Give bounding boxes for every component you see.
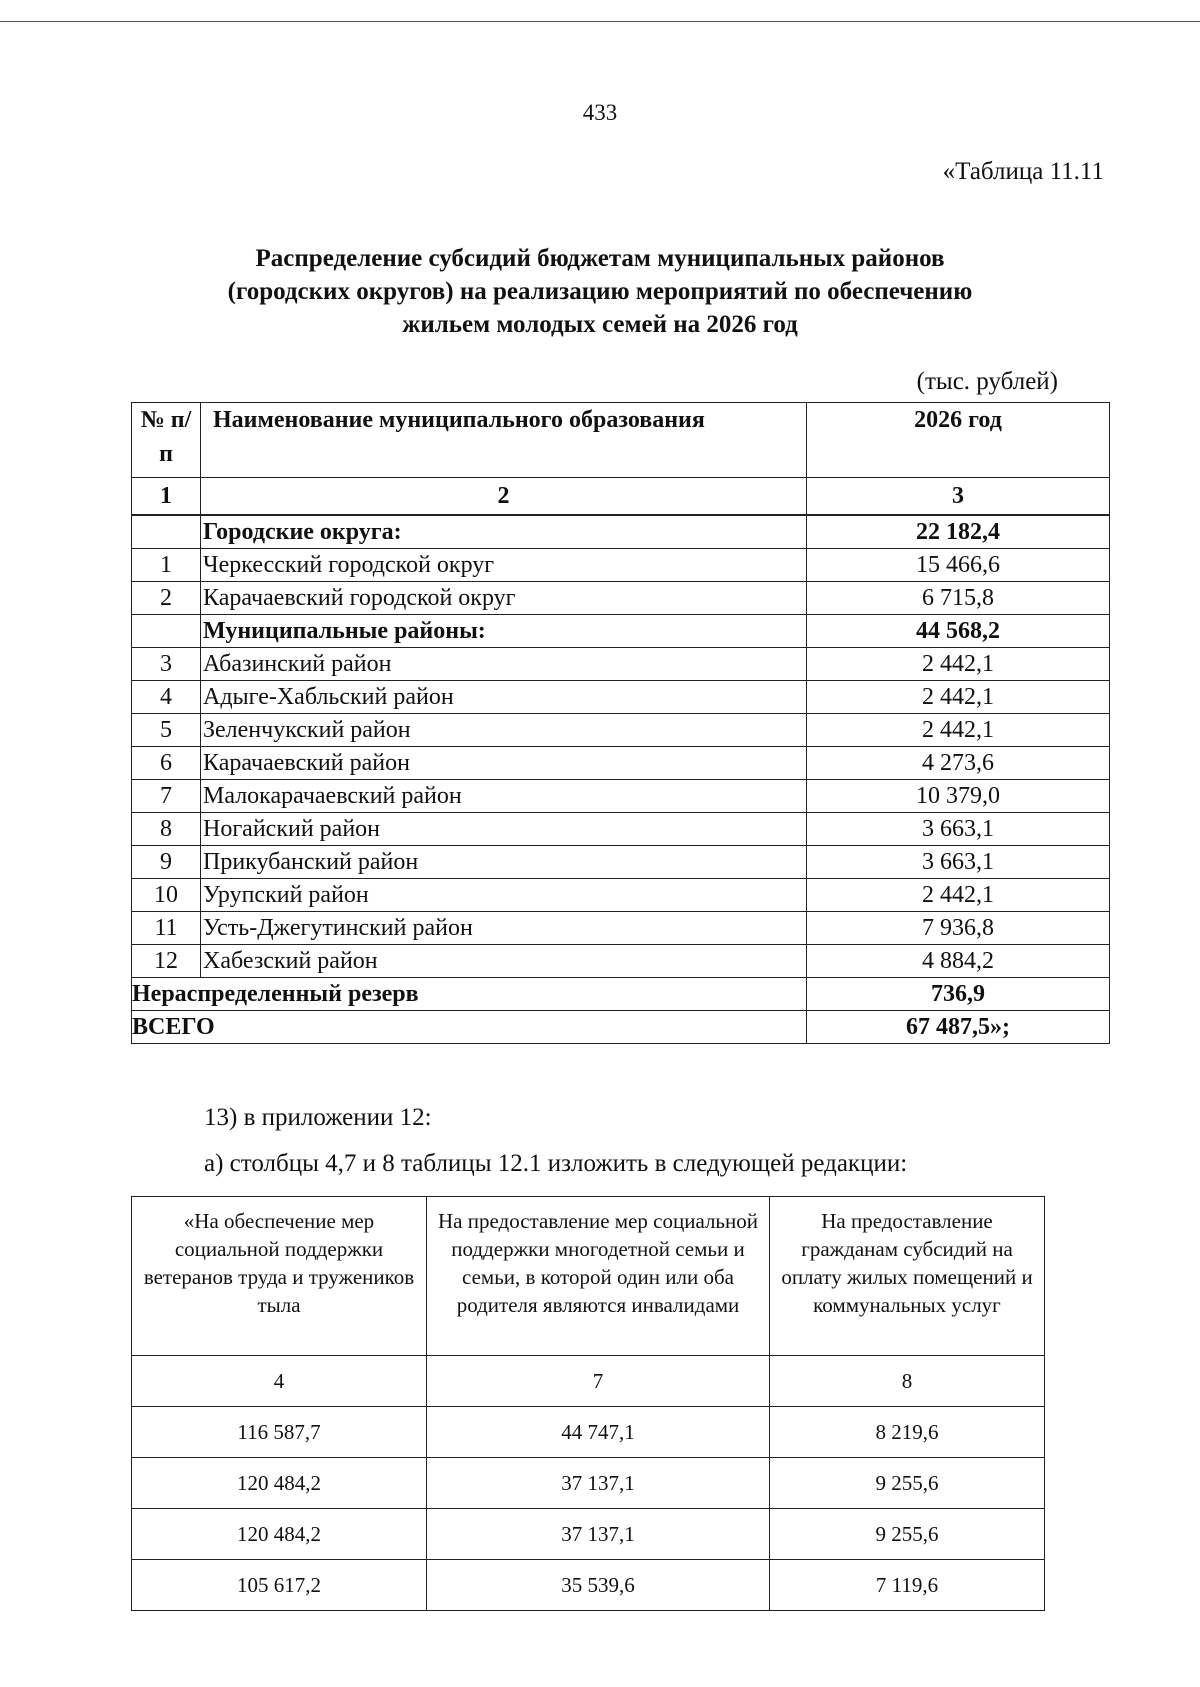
cell-value: 9 255,6 [770, 1458, 1045, 1509]
header-year: 2026 год [807, 403, 1110, 478]
row-number: 10 [132, 879, 201, 912]
row-name: Хабезский район [201, 945, 807, 978]
row-value: 15 466,6 [807, 549, 1110, 582]
cell-value: 120 484,2 [132, 1458, 427, 1509]
reserve-label: Нераспределенный резерв [132, 978, 807, 1011]
row-number: 9 [132, 846, 201, 879]
title-line: жильем молодых семей на 2026 год [402, 311, 798, 338]
table-row [132, 681, 1110, 714]
table2-header-row [132, 1197, 1045, 1356]
row-name: Урупский район [201, 879, 807, 912]
row-value: 3 663,1 [807, 846, 1110, 879]
row-number: 3 [132, 648, 201, 681]
row-number: 4 [132, 681, 201, 714]
reserve-value: 736,9 [807, 978, 1110, 1011]
title-line: (городских округов) на реализацию мероприятий по обеспечению [227, 278, 973, 305]
table-row [132, 515, 1110, 549]
row-name: Малокарачаевский район [201, 780, 807, 813]
row-number: 8 [132, 813, 201, 846]
table-label: «Таблица 11.11 [942, 158, 1104, 185]
row-number: 1 [132, 549, 201, 582]
row-value: 22 182,4 [807, 515, 1110, 549]
table-row [132, 912, 1110, 945]
row-name: Адыге-Хабльский район [201, 681, 807, 714]
header-name: Наименование муниципального образования [201, 403, 807, 478]
table-row [132, 1509, 1045, 1560]
row-name: Городские округа: [201, 515, 807, 549]
title-line: Распределение субсидий бюджетам муниципальных районов [255, 245, 945, 272]
table2-index-row [132, 1356, 1045, 1407]
header-veterans: «На обеспечение мер социальной поддержки ветеранов труда и тружеников тыла [132, 1197, 427, 1356]
units-label: (тыс. рублей) [916, 368, 1058, 395]
row-number: 2 [132, 582, 201, 615]
table-12-1-columns [131, 1196, 1045, 1611]
cell-value: 116 587,7 [132, 1407, 427, 1458]
table-row [132, 813, 1110, 846]
paragraph-table-12-1: а) столбцы 4,7 и 8 таблицы 12.1 изложить в следующей редакции: [204, 1150, 908, 1177]
column-index: 8 [770, 1356, 1045, 1407]
table-row [132, 879, 1110, 912]
table2-body [132, 1407, 1045, 1611]
column-index: 3 [807, 478, 1110, 516]
row-name: Карачаевский район [201, 747, 807, 780]
table-row [132, 549, 1110, 582]
subsidy-table [131, 402, 1110, 1044]
table-row [132, 615, 1110, 648]
row-value: 10 379,0 [807, 780, 1110, 813]
header-large-families: На предоставление мер социальной поддержки многодетной семьи и семьи, в которой один или оба родителя являются инвалидами [427, 1197, 770, 1356]
table-row [132, 1560, 1045, 1611]
table-body [132, 515, 1110, 978]
column-index: 1 [132, 478, 201, 516]
cell-value: 35 539,6 [427, 1560, 770, 1611]
cell-value: 44 747,1 [427, 1407, 770, 1458]
row-name: Зеленчукский район [201, 714, 807, 747]
header-number: № п/п [132, 403, 201, 478]
row-name: Абазинский район [201, 648, 807, 681]
column-index: 4 [132, 1356, 427, 1407]
cell-value: 8 219,6 [770, 1407, 1045, 1458]
row-value: 7 936,8 [807, 912, 1110, 945]
cell-value: 9 255,6 [770, 1509, 1045, 1560]
row-name: Прикубанский район [201, 846, 807, 879]
header-housing-subsidies: На предоставление гражданам субсидий на оплату жилых помещений и коммунальных услуг [770, 1197, 1045, 1356]
row-number [132, 615, 201, 648]
table-row [132, 714, 1110, 747]
row-number [132, 515, 201, 549]
cell-value: 105 617,2 [132, 1560, 427, 1611]
table-row [132, 1407, 1045, 1458]
row-name: Карачаевский городской округ [201, 582, 807, 615]
top-rule [0, 21, 1200, 22]
row-value: 2 442,1 [807, 681, 1110, 714]
row-value: 3 663,1 [807, 813, 1110, 846]
row-name: Черкесский городской округ [201, 549, 807, 582]
table-row [132, 780, 1110, 813]
paragraph-appendix-12: 13) в приложении 12: [204, 1104, 432, 1131]
column-index: 7 [427, 1356, 770, 1407]
column-index-row [132, 478, 1110, 516]
row-value: 2 442,1 [807, 714, 1110, 747]
page-number: 433 [582, 100, 618, 125]
row-number: 7 [132, 780, 201, 813]
table-row [132, 747, 1110, 780]
row-value: 6 715,8 [807, 582, 1110, 615]
row-value: 4 273,6 [807, 747, 1110, 780]
row-number: 6 [132, 747, 201, 780]
cell-value: 7 119,6 [770, 1560, 1045, 1611]
row-number: 11 [132, 912, 201, 945]
table-header-row [132, 403, 1110, 478]
table-row [132, 1458, 1045, 1509]
table-row [132, 846, 1110, 879]
table-row [132, 582, 1110, 615]
row-name: Муниципальные районы: [201, 615, 807, 648]
row-value: 2 442,1 [807, 879, 1110, 912]
row-value: 2 442,1 [807, 648, 1110, 681]
column-index: 2 [201, 478, 807, 516]
document-title [150, 242, 1050, 341]
total-label: ВСЕГО [132, 1011, 807, 1044]
cell-value: 37 137,1 [427, 1458, 770, 1509]
total-value: 67 487,5»; [807, 1011, 1110, 1044]
row-number: 12 [132, 945, 201, 978]
row-number: 5 [132, 714, 201, 747]
table-row [132, 945, 1110, 978]
total-row [132, 1011, 1110, 1044]
reserve-row [132, 978, 1110, 1011]
cell-value: 120 484,2 [132, 1509, 427, 1560]
table-row [132, 648, 1110, 681]
cell-value: 37 137,1 [427, 1509, 770, 1560]
row-value: 44 568,2 [807, 615, 1110, 648]
row-name: Усть-Джегутинский район [201, 912, 807, 945]
row-name: Ногайский район [201, 813, 807, 846]
row-value: 4 884,2 [807, 945, 1110, 978]
